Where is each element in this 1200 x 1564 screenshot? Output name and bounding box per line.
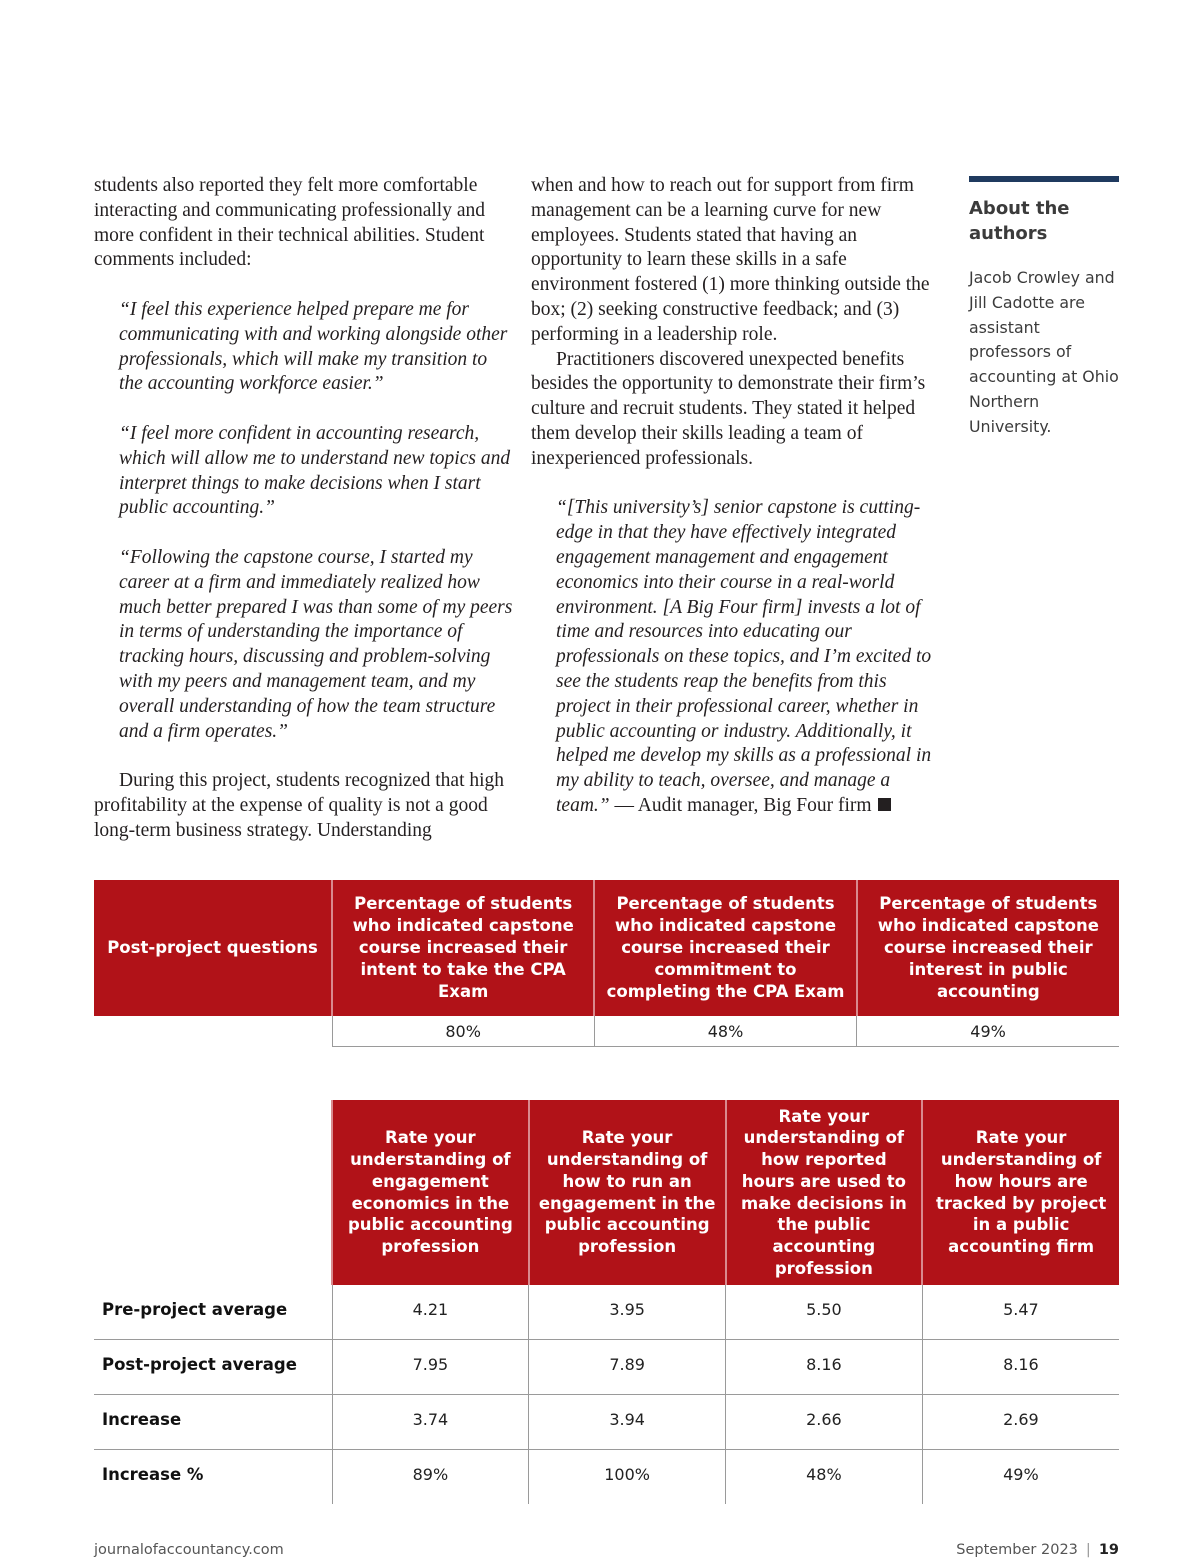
table-cell: 5.47 [922,1285,1119,1340]
table-header-cell: Rate your understanding of how reported hours are used to make decisions in the public accounting profession [726,1100,923,1285]
table-cell: 49% [922,1450,1119,1505]
table-cell: 3.95 [529,1285,726,1340]
understanding-ratings-table [94,1100,1119,1504]
sidebar-body: Jacob Crowley and Jill Cadotte are assistant professors of accounting at Ohio Northern University. [969,268,1119,436]
table-cell: 3.94 [529,1395,726,1450]
table-row [94,1340,1119,1395]
table-header-cell: Rate your understanding of how to run an engagement in the public accounting profession [529,1100,726,1285]
table-row [94,1285,1119,1340]
table-row [94,1395,1119,1450]
table-cell: 7.89 [529,1340,726,1395]
student-quote: “I feel this experience helped prepare me for communicating with and working alongside other professionals, which will make my transition to the accounting workforce easier.” [119,298,508,395]
table-cell: 2.66 [726,1395,923,1450]
table-cell: 80% [332,1016,594,1047]
sidebar-title: About the authors [969,198,1070,244]
table-header-cell: Rate your understanding of how hours are tracked by project in a public accounting firm [922,1100,1119,1285]
article-column-middle [531,174,936,819]
body-paragraph: During this project, students recognized that high profitability at the expense of quality is not a good long-term business strategy. Understanding [94,770,505,841]
row-label: Increase % [102,1464,204,1484]
post-project-questions-table [94,880,1119,1047]
row-label: Increase [94,1395,332,1450]
body-paragraph: students also reported they felt more comfortable interacting and communicating professionally and more confident in their technical abilities. Student comments included: [94,175,485,271]
row-label: Post-project average [94,1340,332,1395]
table-cell: 7.95 [332,1340,529,1395]
table-header-cell: Percentage of students who indicated capstone course increased their commitment to completing the CPA Exam [594,880,856,1016]
table-row [94,1450,1119,1505]
about-authors-sidebar [969,176,1119,440]
student-quote: “Following the capstone course, I started my career at a firm and immediately realized how much better prepared I was than some of my peers in terms of understanding the importance of tracking hours, discussing and problem-solving with my peers and management team, and my overall understanding of how the team structure and a firm operates.” [119,546,513,742]
practitioner-quote [531,496,936,818]
table-cell [94,1016,332,1047]
footer-separator: | [1085,1542,1091,1558]
table-cell: 5.50 [726,1285,923,1340]
table-cell: 100% [529,1450,726,1505]
table-cell: 48% [594,1016,856,1047]
table-cell: 48% [726,1450,923,1505]
footer-website: journalofaccountancy.com [94,1542,284,1558]
footer-page-info [956,1542,1119,1558]
table-header-cell: Post-project questions [94,880,332,1016]
table-header-cell: Percentage of students who indicated capstone course increased their intent to take the CPA Exam [332,880,594,1016]
table-cell: 2.69 [922,1395,1119,1450]
table-row [94,1016,1119,1047]
quote-attribution: — Audit manager, Big Four firm [614,794,872,816]
row-label: Pre-project average [94,1285,332,1340]
table-cell: 8.16 [726,1340,923,1395]
table-header-cell: Rate your understanding of engagement economics in the public accounting profession [332,1100,529,1285]
footer-date: September 2023 [956,1542,1078,1558]
table-cell: 49% [857,1016,1119,1047]
practitioner-quote-text: “[This university’s] senior capstone is cutting-edge in that they have effectively integrated engagement management and engagement economics into their course in a real-world environment. [A Big Four firm] invests a lot of time and resources into educating our professionals on these topics, and I’m excited to see the students reap the benefits from this project in their professional career, whether in public accounting or industry. Additionally, it helped me develop my skills as a professional in my ability to teach, oversee, and manage a team.” [556,497,932,816]
table-cell: 89% [332,1450,529,1505]
body-paragraph: when and how to reach out for support from firm management can be a learning curve for new employees. Students stated that having an opportunity to learn these skills in a safe environment fostered (1) more thinking outside the box; (2) seeking constructive feedback; and (3) performing in a leadership role. [531,175,930,345]
table-header-cell: Percentage of students who indicated capstone course increased their interest in public accounting [857,880,1119,1016]
table-cell: 3.74 [332,1395,529,1450]
body-paragraph: Practitioners discovered unexpected benefits besides the opportunity to demonstrate their firm’s culture and recruit students. They stated it helped them develop their skills leading a team of inexperienced professionals. [531,348,926,469]
end-mark-icon [878,798,891,811]
article-column-left [94,174,514,844]
student-quote: “I feel more confident in accounting research, which will allow me to understand new topics and interpret things to make decisions when I start public accounting.” [119,422,511,519]
table-corner [94,1100,332,1285]
table-cell: 8.16 [922,1340,1119,1395]
sidebar-rule [969,176,1119,182]
page-number: 19 [1098,1542,1119,1558]
table-cell: 4.21 [332,1285,529,1340]
